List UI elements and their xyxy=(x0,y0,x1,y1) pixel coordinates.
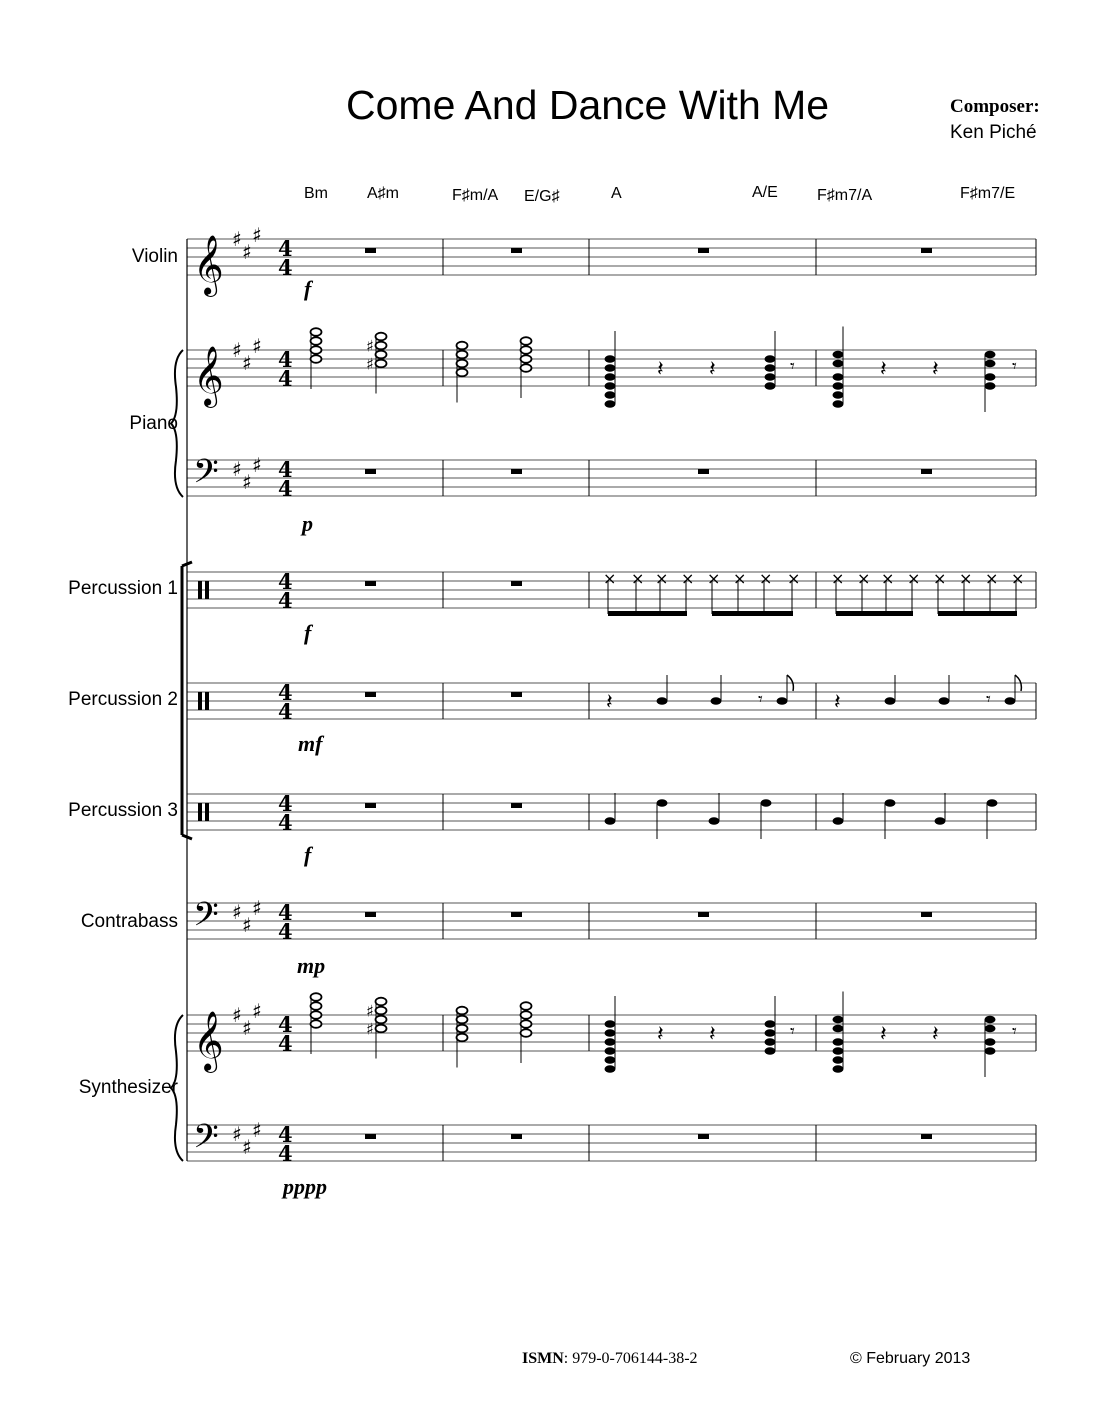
bass-clef-icon: 𝄢 xyxy=(193,896,219,942)
instrument-label-percussion-1: Percussion 1 xyxy=(68,578,178,599)
note-head xyxy=(833,360,844,368)
note-head xyxy=(457,369,468,377)
chord-symbol: F♯m/A xyxy=(452,187,499,204)
composer-name: Ken Piché xyxy=(950,122,1037,143)
whole-rest xyxy=(511,912,522,917)
instrument-label-contrabass: Contrabass xyxy=(80,911,178,932)
time-signature: 4 xyxy=(278,900,293,925)
percussion-clef-icon xyxy=(198,803,202,821)
sharp-icon: ♯ xyxy=(366,336,374,356)
whole-rest xyxy=(365,581,376,586)
instrument-label-percussion-3: Percussion 3 xyxy=(68,800,178,821)
note-head xyxy=(311,355,322,363)
note-head xyxy=(985,1016,996,1024)
dynamic-marking: f xyxy=(304,842,312,867)
note-head xyxy=(885,697,896,705)
sharp-icon: ♯ xyxy=(232,227,242,251)
note-head xyxy=(885,799,896,807)
eighth-rest: 𝄾 xyxy=(986,689,991,710)
time-signature: 4 xyxy=(278,476,293,501)
note-head xyxy=(987,799,998,807)
note-head xyxy=(833,373,844,381)
note-head xyxy=(765,1020,776,1028)
note-head xyxy=(833,400,844,408)
time-signature: 4 xyxy=(278,1012,293,1037)
eighth-rest: 𝄾 xyxy=(758,689,763,710)
treble-clef-icon: 𝄞 xyxy=(193,235,224,295)
time-signature: 4 xyxy=(278,1122,293,1147)
note-head xyxy=(605,373,616,381)
note-head xyxy=(985,360,996,368)
sharp-icon: ♯ xyxy=(242,913,252,937)
note-head xyxy=(833,1016,844,1024)
note-head xyxy=(833,391,844,399)
time-signature: 4 xyxy=(278,810,293,835)
note-head xyxy=(605,364,616,372)
dynamic-marking: f xyxy=(304,276,312,301)
note-head xyxy=(833,1065,844,1073)
dynamic-marking: mp xyxy=(297,953,326,978)
sharp-icon: ♯ xyxy=(232,1003,242,1027)
note-head xyxy=(833,817,844,825)
sharp-icon: ♯ xyxy=(252,223,262,247)
note-head xyxy=(833,1047,844,1055)
note-head xyxy=(311,993,322,1001)
quarter-rest: 𝄽 xyxy=(657,357,664,382)
note-head xyxy=(521,355,532,363)
time-signature: 4 xyxy=(278,255,293,280)
x-notehead: × xyxy=(933,569,947,588)
x-notehead: × xyxy=(655,569,669,588)
brace-icon xyxy=(171,1015,183,1161)
x-notehead: × xyxy=(733,569,747,588)
dynamic-marking: pppp xyxy=(283,1174,327,1199)
x-notehead: × xyxy=(1011,569,1025,588)
x-notehead: × xyxy=(603,569,617,588)
quarter-rest: 𝄽 xyxy=(606,690,613,715)
note-head xyxy=(985,373,996,381)
sharp-icon: ♯ xyxy=(366,354,374,374)
note-head xyxy=(765,1029,776,1037)
note-head xyxy=(457,1016,468,1024)
beam xyxy=(836,611,913,616)
note-head xyxy=(605,1047,616,1055)
instrument-label-synthesizer: Synthesizer xyxy=(78,1077,178,1098)
sharp-icon: ♯ xyxy=(252,334,262,358)
note-head xyxy=(311,346,322,354)
note-head xyxy=(985,1025,996,1033)
chord-symbol: A/E xyxy=(752,184,778,201)
note-head xyxy=(657,697,668,705)
time-signature: 4 xyxy=(278,699,293,724)
note-head xyxy=(376,360,387,368)
note-head xyxy=(457,1007,468,1015)
note-head xyxy=(765,1038,776,1046)
whole-rest xyxy=(511,248,522,253)
sharp-icon: ♯ xyxy=(252,453,262,477)
chord-symbol: A xyxy=(611,185,622,202)
note-head xyxy=(521,1002,532,1010)
note-head xyxy=(605,391,616,399)
x-notehead: × xyxy=(881,569,895,588)
whole-rest xyxy=(511,1134,522,1139)
note-head xyxy=(376,998,387,1006)
note-head xyxy=(521,1011,532,1019)
note-head xyxy=(311,1002,322,1010)
brace-icon xyxy=(171,350,183,497)
note-head xyxy=(761,799,772,807)
note-head xyxy=(457,360,468,368)
time-signature: 4 xyxy=(278,1141,293,1166)
whole-rest xyxy=(698,1134,709,1139)
chord-symbol: E/G♯ xyxy=(524,188,560,205)
note-head xyxy=(605,382,616,390)
sharp-icon: ♯ xyxy=(232,457,242,481)
note-head xyxy=(833,1025,844,1033)
note-head xyxy=(657,799,668,807)
note-head xyxy=(605,1029,616,1037)
note-head xyxy=(709,817,720,825)
note-head xyxy=(935,817,946,825)
note-head xyxy=(777,697,788,705)
whole-rest xyxy=(921,469,932,474)
dynamic-marking: f xyxy=(304,620,312,645)
chord-symbol: A♯m xyxy=(367,185,399,202)
note-head xyxy=(711,697,722,705)
time-signature: 4 xyxy=(278,588,293,613)
note-head xyxy=(765,364,776,372)
x-notehead: × xyxy=(959,569,973,588)
x-notehead: × xyxy=(707,569,721,588)
note-head xyxy=(939,697,950,705)
note-head xyxy=(833,382,844,390)
composer-label: Composer: xyxy=(950,96,1040,117)
instrument-label-violin: Violin xyxy=(131,246,178,267)
sharp-icon: ♯ xyxy=(242,1016,252,1040)
whole-rest xyxy=(365,469,376,474)
quarter-rest: 𝄽 xyxy=(657,1022,664,1047)
note-head xyxy=(376,1025,387,1033)
percussion-clef-icon xyxy=(205,692,209,710)
instrument-label-percussion-2: Percussion 2 xyxy=(68,689,178,710)
note-head xyxy=(1005,697,1016,705)
note-head xyxy=(605,1038,616,1046)
note-head xyxy=(521,1029,532,1037)
note-head xyxy=(521,1020,532,1028)
x-notehead: × xyxy=(787,569,801,588)
x-notehead: × xyxy=(681,569,695,588)
quarter-rest: 𝄽 xyxy=(880,1022,887,1047)
time-signature: 4 xyxy=(278,569,293,594)
quarter-rest: 𝄽 xyxy=(932,357,939,382)
whole-rest xyxy=(511,803,522,808)
sharp-icon: ♯ xyxy=(232,338,242,362)
x-notehead: × xyxy=(631,569,645,588)
note-head xyxy=(457,1034,468,1042)
note-head xyxy=(765,1047,776,1055)
note-head xyxy=(376,1007,387,1015)
note-head xyxy=(311,337,322,345)
whole-rest xyxy=(365,803,376,808)
note-head xyxy=(605,1056,616,1064)
chord-symbol: F♯m7/E xyxy=(960,185,1016,202)
note-head xyxy=(985,351,996,359)
x-notehead: × xyxy=(985,569,999,588)
time-signature: 4 xyxy=(278,236,293,261)
time-signature: 4 xyxy=(278,347,293,372)
whole-rest xyxy=(365,692,376,697)
note-head xyxy=(833,351,844,359)
percussion-clef-icon xyxy=(198,581,202,599)
sharp-icon: ♯ xyxy=(366,1001,374,1021)
note-head xyxy=(985,1047,996,1055)
note-head xyxy=(605,355,616,363)
whole-rest xyxy=(365,1134,376,1139)
whole-rest xyxy=(698,469,709,474)
whole-rest xyxy=(698,248,709,253)
note-head xyxy=(376,351,387,359)
whole-rest xyxy=(511,469,522,474)
percussion-clef-icon xyxy=(205,803,209,821)
dynamic-marking: p xyxy=(302,511,313,536)
time-signature: 4 xyxy=(278,1031,293,1056)
note-head xyxy=(311,328,322,336)
beam xyxy=(938,611,1017,616)
whole-rest xyxy=(365,248,376,253)
percussion-clef-icon xyxy=(198,692,202,710)
sharp-icon: ♯ xyxy=(252,896,262,920)
eighth-rest: 𝄾 xyxy=(1012,356,1017,377)
note-head xyxy=(985,382,996,390)
quarter-rest: 𝄽 xyxy=(932,1022,939,1047)
note-head xyxy=(521,346,532,354)
sharp-icon: ♯ xyxy=(242,240,252,264)
x-notehead: × xyxy=(857,569,871,588)
note-head xyxy=(833,1056,844,1064)
ismn-footer xyxy=(522,1350,698,1368)
time-signature: 4 xyxy=(278,680,293,705)
eighth-rest: 𝄾 xyxy=(1012,1021,1017,1042)
note-head xyxy=(765,355,776,363)
sharp-icon: ♯ xyxy=(252,1118,262,1142)
note-head xyxy=(457,342,468,350)
time-signature: 4 xyxy=(278,919,293,944)
time-signature: 4 xyxy=(278,366,293,391)
quarter-rest: 𝄽 xyxy=(880,357,887,382)
whole-rest xyxy=(921,1134,932,1139)
quarter-rest: 𝄽 xyxy=(834,690,841,715)
sharp-icon: ♯ xyxy=(242,351,252,375)
copyright-footer: © February 2013 xyxy=(850,1350,971,1367)
sharp-icon: ♯ xyxy=(252,999,262,1023)
treble-clef-icon: 𝄞 xyxy=(193,346,224,406)
note-head xyxy=(521,337,532,345)
treble-clef-icon: 𝄞 xyxy=(193,1011,224,1071)
sharp-icon: ♯ xyxy=(366,1019,374,1039)
x-notehead: × xyxy=(759,569,773,588)
note-head xyxy=(605,1020,616,1028)
note-head xyxy=(765,373,776,381)
note-head xyxy=(605,817,616,825)
note-head xyxy=(376,1016,387,1024)
note-head xyxy=(521,364,532,372)
score-title: Come And Dance With Me xyxy=(346,82,830,128)
bass-clef-icon: 𝄢 xyxy=(193,453,219,499)
time-signature: 4 xyxy=(278,457,293,482)
note-head xyxy=(311,1011,322,1019)
eighth-rest: 𝄾 xyxy=(790,1021,795,1042)
ismn-label: ISMN xyxy=(522,1350,564,1367)
x-notehead: × xyxy=(907,569,921,588)
note-head xyxy=(376,333,387,341)
whole-rest xyxy=(921,248,932,253)
time-signature: 4 xyxy=(278,791,293,816)
dynamic-marking: mf xyxy=(298,731,323,756)
note-head xyxy=(376,342,387,350)
quarter-rest: 𝄽 xyxy=(709,1022,716,1047)
whole-rest xyxy=(365,912,376,917)
chord-symbol: F♯m7/A xyxy=(817,187,873,204)
sharp-icon: ♯ xyxy=(232,900,242,924)
bass-clef-icon: 𝄢 xyxy=(193,1118,219,1164)
whole-rest xyxy=(511,581,522,586)
sharp-icon: ♯ xyxy=(242,470,252,494)
whole-rest xyxy=(511,692,522,697)
note-head xyxy=(765,382,776,390)
note-head xyxy=(311,1020,322,1028)
whole-rest xyxy=(921,912,932,917)
beam xyxy=(608,611,687,616)
note-head xyxy=(833,1038,844,1046)
chord-symbol: Bm xyxy=(304,185,328,202)
sharp-icon: ♯ xyxy=(242,1135,252,1159)
quarter-rest: 𝄽 xyxy=(709,357,716,382)
note-head xyxy=(457,1025,468,1033)
ismn-value: : 979-0-706144-38-2 xyxy=(563,1350,698,1367)
whole-rest xyxy=(698,912,709,917)
eighth-rest: 𝄾 xyxy=(790,356,795,377)
note-head xyxy=(605,400,616,408)
percussion-clef-icon xyxy=(205,581,209,599)
note-head xyxy=(457,351,468,359)
note-head xyxy=(605,1065,616,1073)
instrument-label-piano: Piano xyxy=(129,413,178,434)
x-notehead: × xyxy=(831,569,845,588)
beam xyxy=(712,611,793,616)
note-head xyxy=(985,1038,996,1046)
sharp-icon: ♯ xyxy=(232,1122,242,1146)
